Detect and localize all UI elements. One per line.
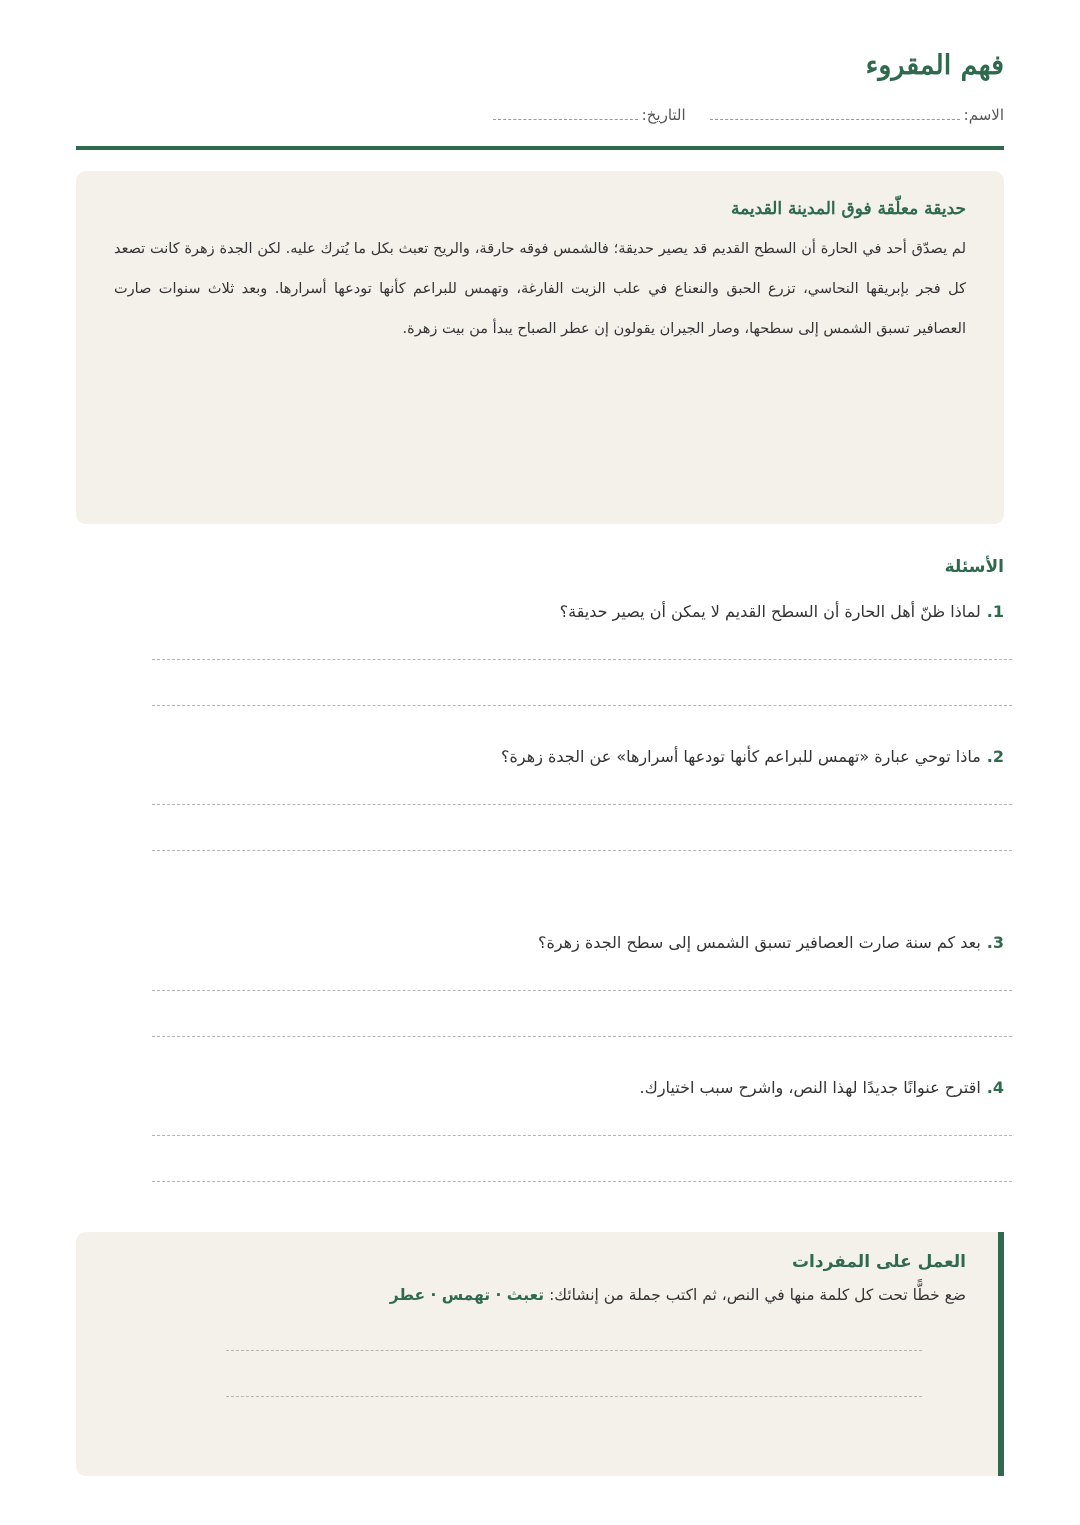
vocabulary-instruction: ضع خطًّا تحت كل كلمة منها في النص، ثم اكتب جملة من إنشائك: تعبث · تهمس · عطر (389, 1286, 966, 1304)
date-field[interactable] (493, 110, 638, 120)
story-text: لم يصدّق أحد في الحارة أن السطح القديم قد يصير حديقة؛ فالشمس فوقه حارقة، والريح تعبث بكل ما يُترك عليه. لكن الجدة زهرة كانت تصعد كل فجر بإبريقها النحاسي، تزرع الحبق والنعناع في علب الزيت الفارغة، وتهمس للبراعم كأنها تودعها أسرارها. وبعد ثلاث سنوات صارت العصافير تسبق الشمس إلى سطحها، وصار الجيران يقولون إن عطر الصباح يبدأ من بيت زهرة. (114, 241, 966, 337)
date-label: التاريخ: (641, 106, 686, 124)
student-info (493, 106, 1004, 124)
story-panel (76, 171, 1004, 524)
answer-line[interactable] (152, 850, 1012, 851)
answer-line[interactable] (152, 1135, 1012, 1136)
question-text: اقترح عنوانًا جديدًا لهذا النص، واشرح سبب اختيارك. (639, 1078, 981, 1097)
vocabulary-title: العمل على المفردات (791, 1252, 966, 1272)
vocabulary-answer-line[interactable] (226, 1350, 922, 1351)
answer-line[interactable] (152, 705, 1012, 706)
answer-line[interactable] (152, 990, 1012, 991)
question-number: 1. (986, 602, 1004, 621)
answer-line[interactable] (152, 804, 1012, 805)
answer-line[interactable] (152, 659, 1012, 660)
vocabulary-answer-line[interactable] (226, 1396, 922, 1397)
answer-line[interactable] (152, 1181, 1012, 1182)
question-number: 2. (986, 747, 1004, 766)
vocabulary-words: تعبث · تهمس · عطر (389, 1286, 545, 1304)
name-field[interactable] (710, 110, 960, 120)
question-text: بعد كم سنة صارت العصافير تسبق الشمس إلى سطح الجدة زهرة؟ (537, 933, 981, 952)
answer-line[interactable] (152, 1036, 1012, 1037)
question-number: 3. (986, 933, 1004, 952)
questions-heading: الأسئلة (944, 557, 1004, 577)
name-label: الاسم: (963, 106, 1004, 124)
story-title: حديقة معلّقة فوق المدينة القديمة (730, 199, 966, 219)
question-number: 4. (986, 1078, 1004, 1097)
question-text: ماذا توحي عبارة «تهمس للبراعم كأنها تودعها أسرارها» عن الجدة زهرة؟ (501, 747, 981, 766)
page-title: فهم المقروء (865, 50, 1004, 81)
question-1 (76, 597, 1004, 627)
vocabulary-panel (76, 1232, 1004, 1476)
question-text: لماذا ظنّ أهل الحارة أن السطح القديم لا يمكن أن يصير حديقة؟ (559, 602, 981, 621)
question-4 (76, 1073, 1004, 1103)
question-2 (76, 742, 1004, 772)
question-3 (76, 928, 1004, 958)
header-divider (76, 146, 1004, 150)
